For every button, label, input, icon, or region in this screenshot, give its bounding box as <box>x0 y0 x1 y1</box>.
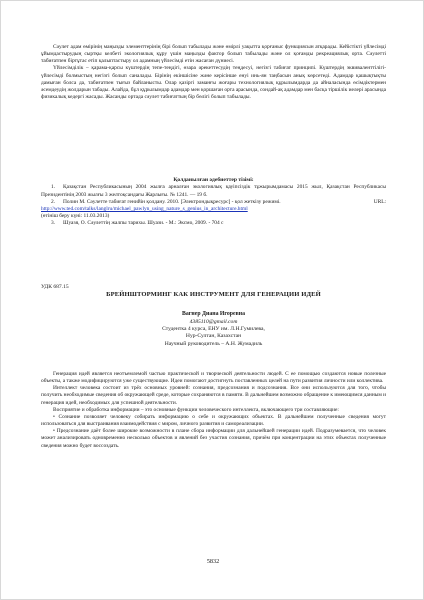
reference-number: 2. <box>51 198 56 205</box>
article-body <box>41 371 386 450</box>
reference-item-1 <box>41 184 386 198</box>
reference-access-date: (өтініш беру күні: 11.03.2013) <box>41 213 110 220</box>
reference-item-3 <box>41 220 386 227</box>
reference-number: 3. <box>51 220 56 227</box>
author-block <box>41 311 386 348</box>
author-email: 4385110@gmail.com <box>189 318 238 325</box>
affiliation-line: Студентка 4 курса, ЕНУ им. Л.Н.Гумилева, <box>162 326 265 332</box>
kazakh-section <box>41 44 386 101</box>
reference-text: Полин М. Сәулетте табиғат генийін қолдану. 2010. [Электрондықресурс] - қол жеткізу режимі. <box>63 198 281 205</box>
reference-number: 1. <box>51 184 56 191</box>
bullet-text: Сознание позволяет человеку собирать информацию о себе и окружающих объектах. В дальнейшем полученные сведения могут использоваться для выстраивания взаимодействия с миром, личного развития и самореализации. <box>41 413 386 428</box>
reference-item-2 <box>41 199 386 206</box>
bullet-text: Предсознание даёт более широкие возможности в плане сбора информации для дальнейшей генерации идей. Подразумевается, что человек может анализировать одновременно несколько объектов и явлений без участия сознания, причём при концентрации на этих объектах полученные сведения можно будет воссоздать. <box>41 428 386 449</box>
article-header <box>41 284 386 298</box>
bullet-marker: • <box>53 428 55 435</box>
references-section <box>41 177 386 227</box>
reference-url-line <box>41 206 386 213</box>
body-paragraph-2: Интеллект человека состоит из трёх основных уровней: сознания, предсознания и подсознания. Все они используются для того, чтобы получить необходимые сведения об окружающей среде, которые сохраняются в памяти. В дальнейшем возможно обращение к имеющимся данным и генерация идей, необходимых для успешной деятельности. <box>41 385 386 406</box>
body-paragraph-1: Генерация идей является неотъемлемой частью практической и творческой деятельности людей. С ее помощью создаются новые полезные объекты, а также модифицируются уже существующие. Идеи помогают достигнуть поставленных целей на пути развития личности или коллектива. <box>41 371 386 385</box>
kazakh-paragraph-1: Сәулет адам өмірінің маңызды элементтерінің бірі болып табылады және өмірлі уақытта қорғаныс функциясын атқарады. Кейістікті үйлесімді ұйымдастырудың сыртқы келбеті экологиялық құру үшін маңызды фактор болып табылады және ол қоғамды рекреациялық орта. Сәулетті табиғатпен біртұтас етіп қалыптастыру ол адамның үйлесімді етін жасаған дүниесі. <box>41 44 386 65</box>
reference-text: Шуазя, О. Сәулеттің жалпы тарихы. Шуази. - М.: Эксмо, 2009. - 704 с <box>63 220 224 227</box>
affiliation-line: Нур-Султан, Казахстан <box>185 333 242 340</box>
article-title: БРЕЙНШТОРМИНГ КАК ИНСТРУМЕНТ ДЛЯ ГЕНЕРАЦИИ ИДЕЙ <box>106 291 321 299</box>
supervisor-line: Научный руководитель – А.Н. Жумадиль <box>164 340 263 347</box>
page-number: 5832 <box>206 558 220 565</box>
bullet-marker: • <box>53 413 55 420</box>
bullet-item-1 <box>41 414 386 428</box>
references-title: Қолданылған әдебиеттер тізімі: <box>173 177 254 183</box>
body-paragraph-3: Восприятие и обработка информации – это основные функции человеческого интеллекта, включающего три составляющие: <box>53 406 339 413</box>
reference-link[interactable]: http://www.ted.com/talks/langlru/michael_pawlyn_using_nature_s_genius_in_architecture.html <box>41 205 248 212</box>
author-name: Вагнер Диана Игоревна <box>182 311 245 317</box>
udk-code: УДК 687.15 <box>41 284 69 290</box>
reference-text: Қазақстан Республикасының 2004 жылға арналған экологиялық қауіпсіздік тұжырымдамасы 2015 жыл, Қазақстан Республикасы Президентінің 2003 жылғы 3 желтоқсандағы Жарлығы. № 1241. — 19 б. <box>41 184 386 198</box>
kazakh-paragraph-2: Үйлесімділік – қарама-қарсы күштердің тепе-теңдігі, өзара әрекеттесудің теңдесуі, негізгі табиғат принципі. Күштердің эквиваленттілігі-үйлесімді болмыстың негізгі болып саналады. Бірінің екіншісіне және керісінше енуі инь-ян таңбасын анық көрсетеді. Адамдар қашықтықты дамыған болса да, табиғатпен тығыз байланысты. Олар қазіргі заманғы жоғары технологиялық құрылымдарда да айналасында өсімдіктермен әсемдеудің жолдарын табады. Алайда, бұл құрылымдар адамдар мен қоршаған орта арасында, сондай-ақ адамдар мен басқа тіршілік иелері арасында физикалық кедергі жасады. Жасанды ортада сәулет табиғаттың бір бөлігі болып табылады. <box>41 65 386 101</box>
url-label: URL: <box>373 198 386 205</box>
bullet-item-2 <box>41 428 386 449</box>
